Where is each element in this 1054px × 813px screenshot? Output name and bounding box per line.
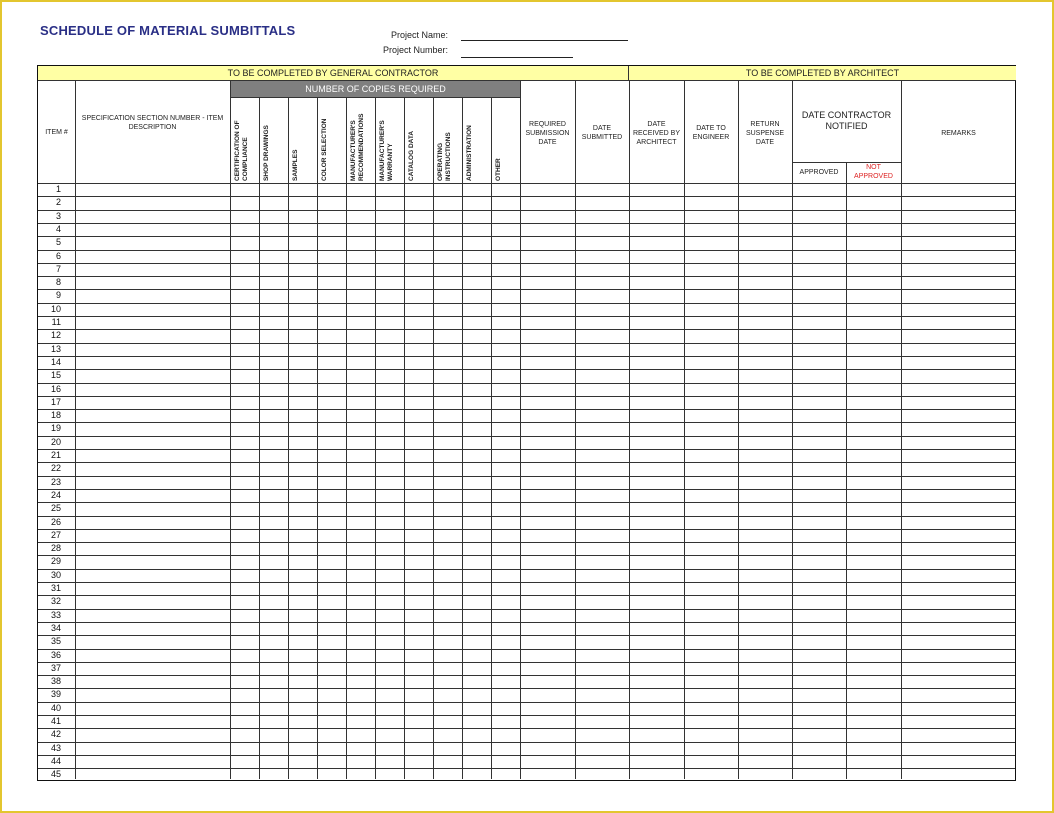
not-approved-header: NOT APPROVED — [854, 164, 893, 180]
row-number: 18 — [50, 410, 61, 421]
row-number: 24 — [50, 489, 61, 500]
column-divider — [317, 97, 318, 779]
notified-divider — [792, 162, 901, 163]
row-number: 22 — [50, 463, 61, 474]
copies-header-6: CATALOG DATA — [408, 130, 415, 181]
row-divider — [38, 688, 1015, 689]
row-number: 42 — [50, 729, 61, 740]
row-divider — [38, 369, 1015, 370]
row-number: 23 — [50, 476, 61, 487]
row-number: 32 — [50, 596, 61, 607]
architect-band: TO BE COMPLETED BY ARCHITECT — [629, 66, 1016, 81]
row-number: 13 — [50, 343, 61, 354]
row-divider — [38, 476, 1015, 477]
column-divider — [846, 162, 847, 779]
row-divider — [38, 649, 1015, 650]
row-divider — [38, 555, 1015, 556]
row-number: 11 — [51, 317, 61, 327]
row-divider — [38, 316, 1015, 317]
copies-header-0: CERTIFICATION OF COMPLIANCE — [234, 120, 249, 181]
row-divider — [38, 250, 1015, 251]
project-number-label: Project Number: — [382, 45, 448, 55]
row-number: 37 — [50, 662, 61, 673]
row-number: 14 — [50, 356, 61, 367]
row-divider — [38, 409, 1015, 410]
row-divider — [38, 210, 1015, 211]
date-to-engineer-header: DATE TO ENGINEER — [692, 125, 730, 141]
column-divider — [433, 97, 434, 779]
copies-header-5: MANUFACTURER'S WARRANTY — [379, 120, 394, 181]
row-divider — [38, 236, 1015, 237]
copies-header-4: MANUFACTURER'S RECOMMENDATIONS — [350, 113, 365, 181]
row-number: 6 — [55, 250, 61, 261]
date-contractor-notified-header: DATE CONTRACTOR NOTIFIED — [801, 110, 892, 131]
row-divider — [38, 742, 1015, 743]
row-divider — [38, 715, 1015, 716]
row-number: 5 — [55, 237, 61, 248]
row-divider — [38, 329, 1015, 330]
row-number: 25 — [50, 503, 61, 514]
remarks-header: REMARKS — [941, 129, 976, 137]
column-divider — [288, 97, 289, 779]
column-divider — [259, 97, 260, 779]
column-divider — [346, 97, 347, 779]
row-divider — [38, 702, 1015, 703]
row-number: 36 — [50, 649, 61, 660]
row-divider — [38, 728, 1015, 729]
copies-required-bar: NUMBER OF COPIES REQUIRED — [230, 81, 521, 97]
row-number: 19 — [50, 423, 61, 434]
row-divider — [38, 343, 1015, 344]
date-submitted-header: DATE SUBMITTED — [581, 125, 623, 141]
row-number: 28 — [50, 543, 61, 554]
row-divider — [38, 516, 1015, 517]
item-header: ITEM # — [45, 128, 68, 136]
row-number: 1 — [55, 184, 61, 194]
date-received-header: DATE RECEIVED BY ARCHITECT — [632, 120, 681, 146]
header-divider — [38, 183, 1015, 184]
row-number: 39 — [50, 689, 61, 700]
row-divider — [38, 462, 1015, 463]
column-divider — [404, 97, 405, 779]
row-divider — [38, 223, 1015, 224]
row-divider — [38, 263, 1015, 264]
row-divider — [38, 289, 1015, 290]
row-number: 16 — [50, 383, 61, 394]
row-number: 2 — [55, 197, 61, 208]
row-number: 21 — [50, 450, 61, 460]
row-number: 38 — [50, 676, 61, 687]
row-divider — [38, 662, 1015, 663]
row-number: 7 — [55, 263, 61, 274]
row-number: 3 — [55, 210, 61, 221]
row-number: 33 — [50, 609, 61, 620]
required-submission-header: REQUIRED SUBMISSION DATE — [525, 120, 570, 146]
row-divider — [38, 609, 1015, 610]
row-number: 10 — [50, 303, 61, 314]
project-name-field[interactable] — [461, 40, 628, 41]
row-number: 17 — [50, 396, 61, 407]
approved-header: APPROVED — [799, 168, 839, 176]
row-number: 30 — [50, 569, 61, 580]
row-number: 40 — [50, 702, 61, 713]
copies-header-8: ADMINISTRATION — [466, 125, 473, 181]
row-number: 35 — [50, 636, 61, 647]
row-divider — [38, 502, 1015, 503]
row-number: 44 — [50, 755, 61, 766]
row-divider — [38, 529, 1015, 530]
row-divider — [38, 569, 1015, 570]
column-divider — [491, 97, 492, 779]
return-suspense-header: RETURN SUSPENSE DATE — [745, 120, 785, 146]
row-divider — [38, 542, 1015, 543]
row-divider — [38, 768, 1015, 769]
project-number-field[interactable] — [461, 57, 573, 58]
row-number: 4 — [55, 223, 61, 234]
row-number: 43 — [50, 742, 61, 753]
row-number: 9 — [55, 290, 61, 301]
column-divider — [375, 97, 376, 779]
row-number: 45 — [50, 769, 61, 780]
row-divider — [38, 436, 1015, 437]
row-divider — [38, 196, 1015, 197]
row-number: 26 — [50, 516, 61, 527]
row-divider — [38, 489, 1015, 490]
row-divider — [38, 582, 1015, 583]
row-divider — [38, 755, 1015, 756]
project-name-label: Project Name: — [390, 30, 448, 40]
page-title: SCHEDULE OF MATERIAL SUMBITTALS — [40, 23, 296, 38]
copies-header-2: SAMPLES — [292, 149, 299, 181]
row-number: 41 — [50, 716, 61, 726]
row-divider — [38, 675, 1015, 676]
row-divider — [38, 635, 1015, 636]
row-divider — [38, 303, 1015, 304]
row-divider — [38, 383, 1015, 384]
row-divider — [38, 622, 1015, 623]
row-divider — [38, 356, 1015, 357]
row-divider — [38, 396, 1015, 397]
row-number: 20 — [50, 436, 61, 447]
row-number: 15 — [50, 370, 61, 381]
contractor-band: TO BE COMPLETED BY GENERAL CONTRACTOR — [38, 66, 629, 81]
row-divider — [38, 276, 1015, 277]
submittal-table — [37, 65, 1016, 781]
row-number: 31 — [50, 583, 61, 593]
column-divider — [462, 97, 463, 779]
copies-header-3: COLOR SELECTION — [321, 118, 328, 181]
row-number: 29 — [50, 556, 61, 567]
row-number: 27 — [50, 529, 61, 540]
row-divider — [38, 422, 1015, 423]
spec-header: SPECIFICATION SECTION NUMBER - ITEM DESCRIPTION — [81, 115, 224, 131]
copies-header-9: OTHER — [495, 158, 502, 181]
row-number: 8 — [55, 277, 61, 288]
copies-bar-divider — [230, 97, 520, 98]
row-divider — [38, 595, 1015, 596]
copies-header-1: SHOP DRAWINGS — [263, 125, 270, 181]
row-number: 12 — [50, 330, 61, 341]
row-divider — [38, 449, 1015, 450]
row-number: 34 — [50, 622, 61, 633]
copies-header-7: OPERATING INSTRUCTIONS — [437, 132, 452, 181]
